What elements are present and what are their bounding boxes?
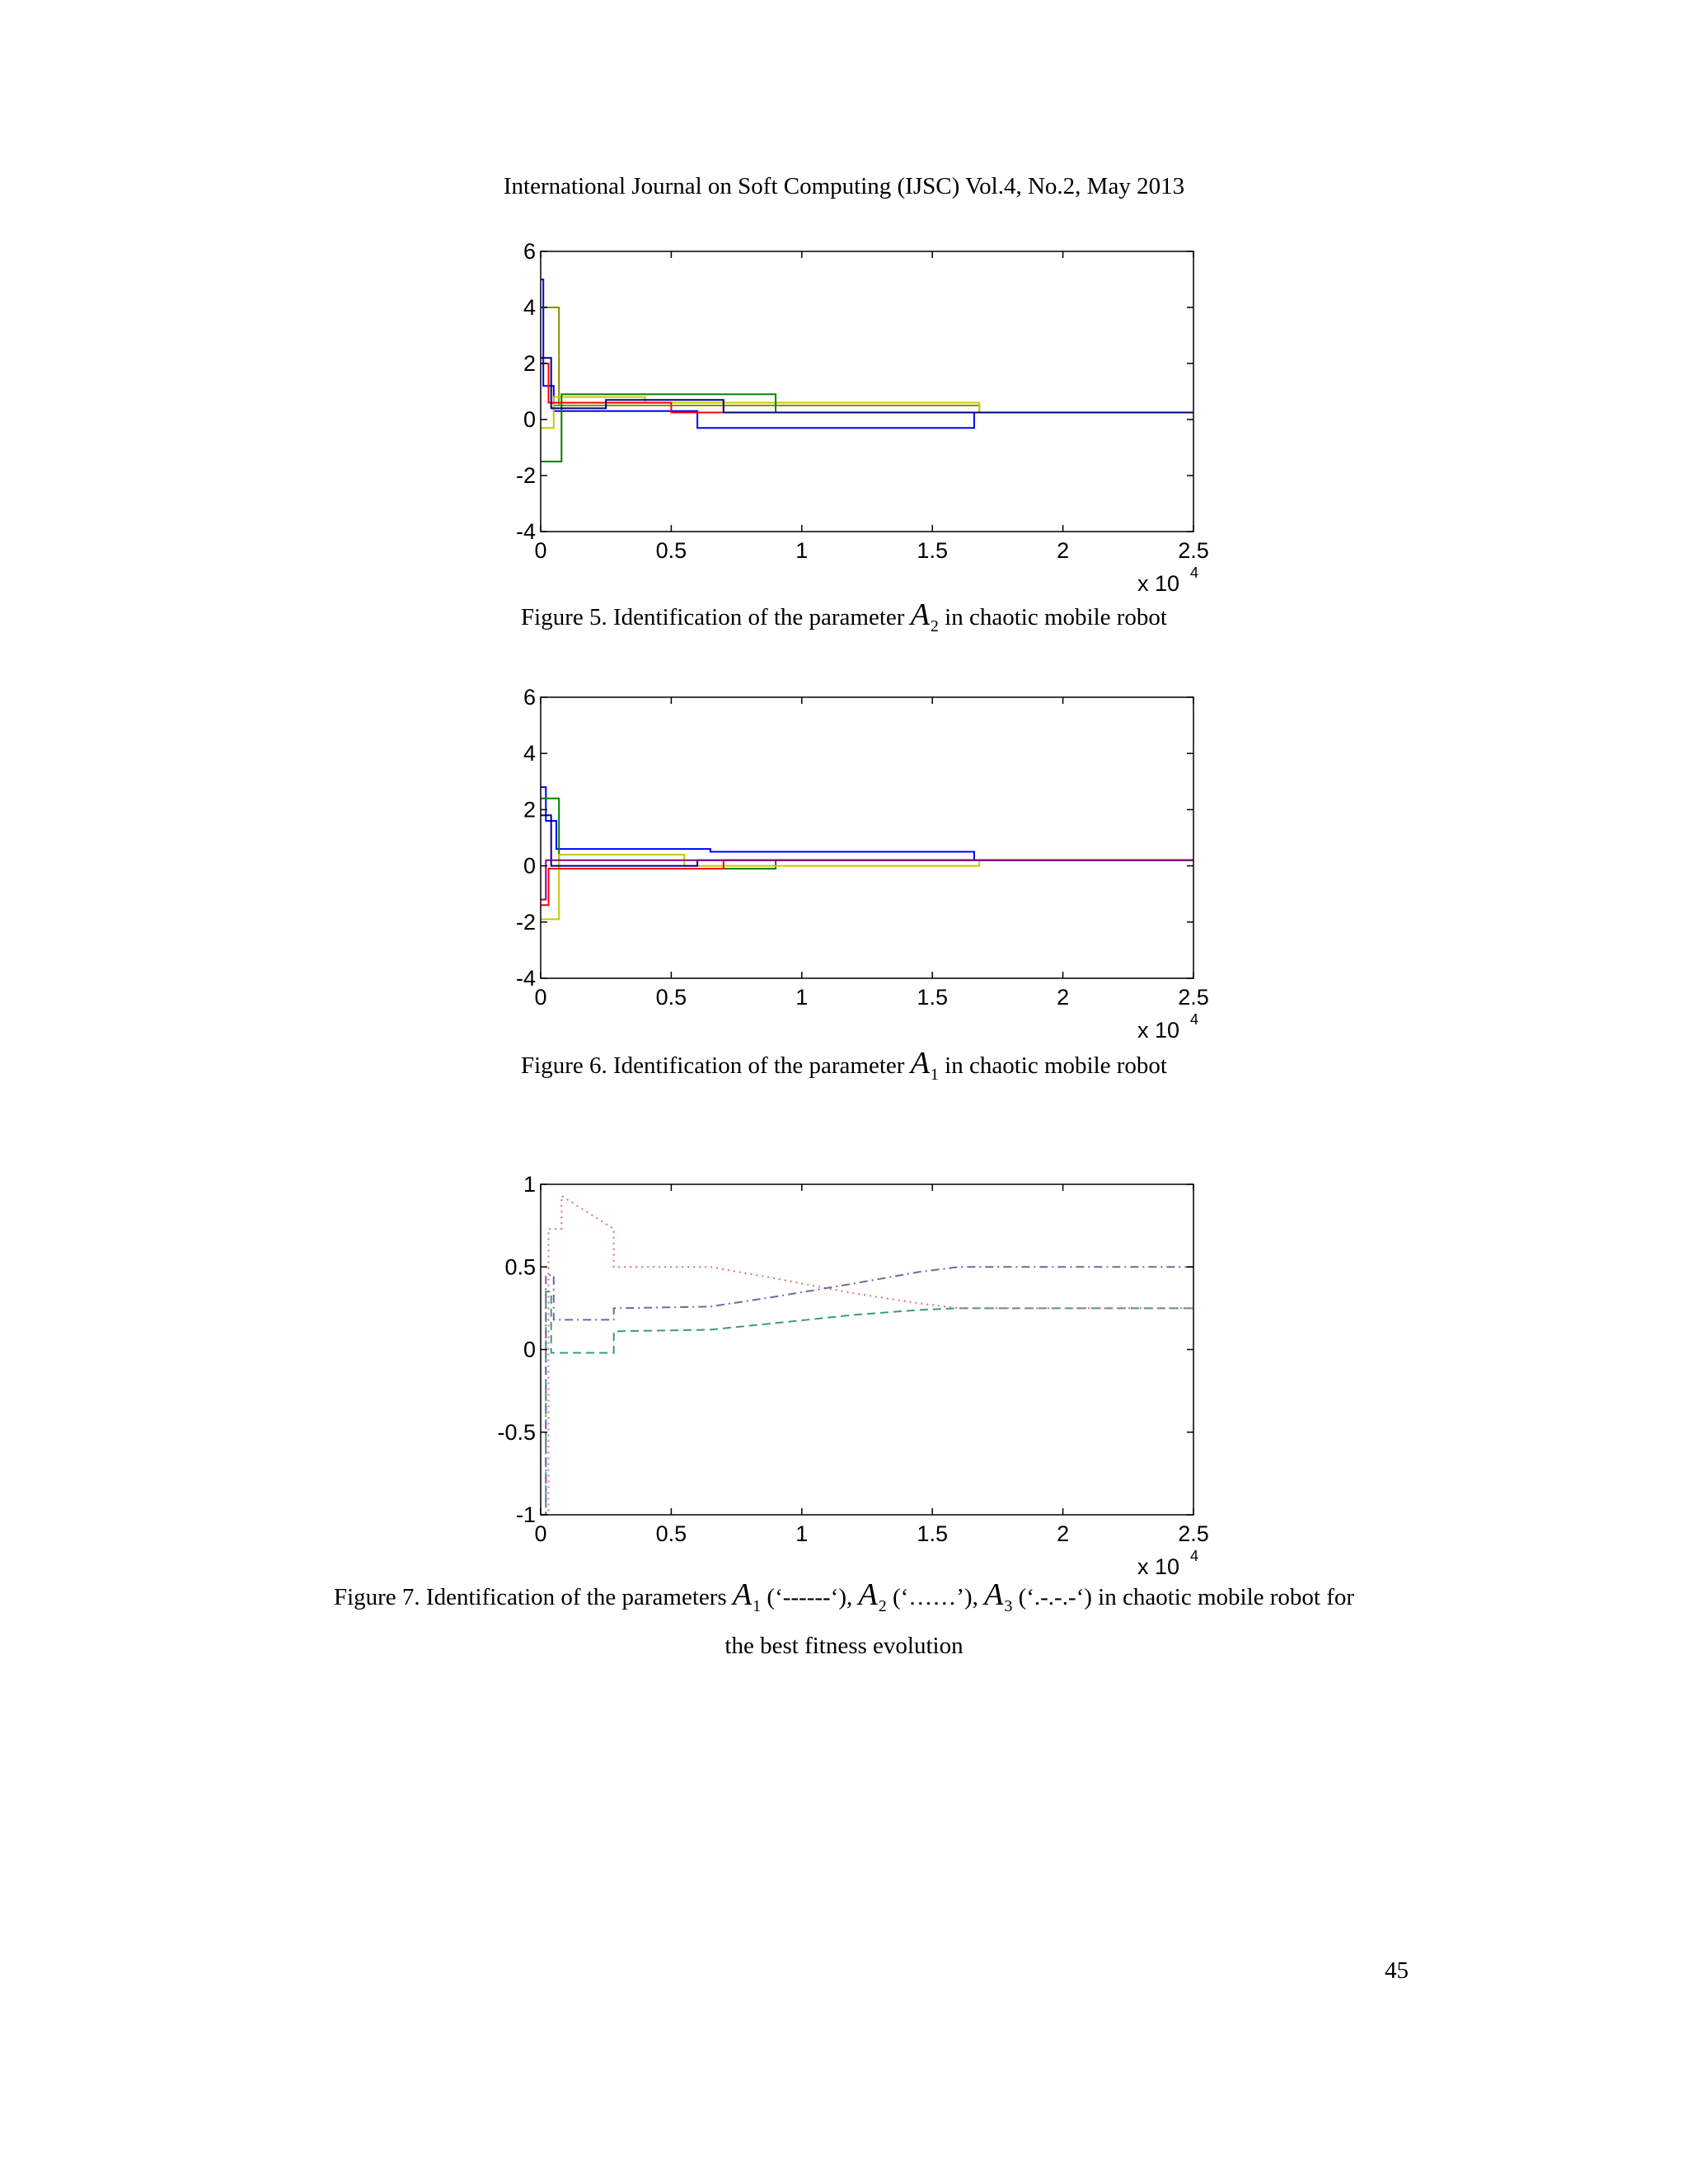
x-multiplier-label: x 10 bbox=[1137, 1554, 1180, 1579]
y-tick-label: 1 bbox=[523, 1172, 536, 1197]
figure-7-symbol-a3 bbox=[984, 1577, 1013, 1615]
y-tick-label: -2 bbox=[515, 909, 536, 935]
journal-header: International Journal on Soft Computing (IJSC) Vol.4, No.2, May 2013 bbox=[503, 173, 1185, 199]
x-multiplier-exponent: 4 bbox=[1190, 1548, 1199, 1564]
figure-7-a1-style: (‘------‘), bbox=[767, 1584, 853, 1610]
y-tick-label: 0 bbox=[523, 1337, 536, 1362]
figure-7-a2-style: (‘……’), bbox=[892, 1584, 978, 1610]
y-tick-label: 4 bbox=[523, 295, 536, 320]
figure-7-caption bbox=[0, 1575, 1688, 1666]
figure-6-caption-text: Figure 6. Identification of the parameter bbox=[521, 1052, 905, 1079]
x-tick-label: 2.5 bbox=[1178, 1521, 1209, 1546]
figure-5-symbol-letter: A bbox=[910, 598, 930, 632]
x-tick-label: 1.5 bbox=[917, 985, 948, 1010]
figure-6-symbol-letter: A bbox=[910, 1046, 930, 1080]
y-tick-label: 6 bbox=[523, 239, 536, 264]
x-multiplier-label: x 10 bbox=[1137, 1018, 1180, 1043]
y-tick-label: 2 bbox=[523, 351, 536, 376]
y-tick-label: -2 bbox=[515, 463, 536, 488]
x-multiplier-exponent: 4 bbox=[1190, 565, 1199, 581]
x-tick-label: 0.5 bbox=[655, 985, 687, 1010]
figure-7-a2-letter: A bbox=[858, 1577, 878, 1612]
x-tick-label: 2 bbox=[1057, 1521, 1070, 1546]
x-tick-label: 1 bbox=[795, 538, 809, 563]
x-tick-label: 0 bbox=[534, 538, 547, 563]
figure-7-a1-letter: A bbox=[732, 1577, 753, 1612]
y-tick-label: 2 bbox=[523, 797, 536, 823]
x-tick-label: 1.5 bbox=[917, 538, 948, 563]
figure-7-a3-letter: A bbox=[984, 1577, 1004, 1612]
y-tick-label: -1 bbox=[515, 1502, 536, 1527]
x-multiplier-label: x 10 bbox=[1137, 571, 1180, 596]
y-tick-label: -4 bbox=[515, 519, 536, 544]
figure-7-a2-subscript: 2 bbox=[878, 1597, 887, 1615]
x-tick-label: 0.5 bbox=[655, 1521, 687, 1546]
figure-7-a1-subscript: 1 bbox=[753, 1597, 762, 1615]
figure-6-symbol-subscript: 1 bbox=[930, 1066, 939, 1084]
x-tick-label: 1.5 bbox=[917, 1521, 948, 1546]
x-tick-label: 2.5 bbox=[1178, 538, 1209, 563]
y-tick-label: -0.5 bbox=[497, 1419, 536, 1445]
x-tick-label: 2.5 bbox=[1178, 985, 1209, 1010]
x-tick-label: 2 bbox=[1057, 985, 1070, 1010]
y-tick-label: 0 bbox=[523, 853, 536, 879]
y-tick-label: 4 bbox=[523, 741, 536, 766]
y-tick-label: 6 bbox=[523, 685, 536, 710]
x-tick-label: 0 bbox=[534, 1521, 547, 1546]
x-multiplier-exponent: 4 bbox=[1190, 1011, 1199, 1028]
x-tick-label: 1 bbox=[795, 985, 809, 1010]
figure-5-caption-tail: in chaotic mobile robot bbox=[945, 604, 1167, 630]
figure-7-caption-text: Figure 7. Identification of the parameters bbox=[333, 1584, 727, 1610]
figure-7-symbol-a2 bbox=[858, 1577, 887, 1615]
figure-5-symbol-subscript: 2 bbox=[930, 617, 939, 635]
x-tick-label: 2 bbox=[1057, 538, 1070, 563]
figure-7-symbol-a1 bbox=[732, 1577, 762, 1615]
figure-7-a3-subscript: 3 bbox=[1004, 1597, 1013, 1615]
plot-area bbox=[541, 1184, 1193, 1515]
y-tick-label: 0.5 bbox=[504, 1254, 536, 1280]
x-tick-label: 0.5 bbox=[655, 538, 687, 563]
figure-7-caption-line2: the best fitness evolution bbox=[724, 1633, 964, 1659]
figure-5-caption-text: Figure 5. Identification of the parameter bbox=[521, 604, 905, 630]
y-tick-label: -4 bbox=[515, 966, 536, 991]
figure-6-caption-tail: in chaotic mobile robot bbox=[945, 1052, 1167, 1079]
figure-7-a3-style: (‘.-.-.-‘) in chaotic mobile robot for bbox=[1018, 1584, 1355, 1610]
x-tick-label: 1 bbox=[795, 1521, 809, 1546]
y-tick-label: 0 bbox=[523, 407, 536, 432]
page-number: 45 bbox=[1385, 1957, 1409, 1984]
x-tick-label: 0 bbox=[534, 985, 547, 1010]
